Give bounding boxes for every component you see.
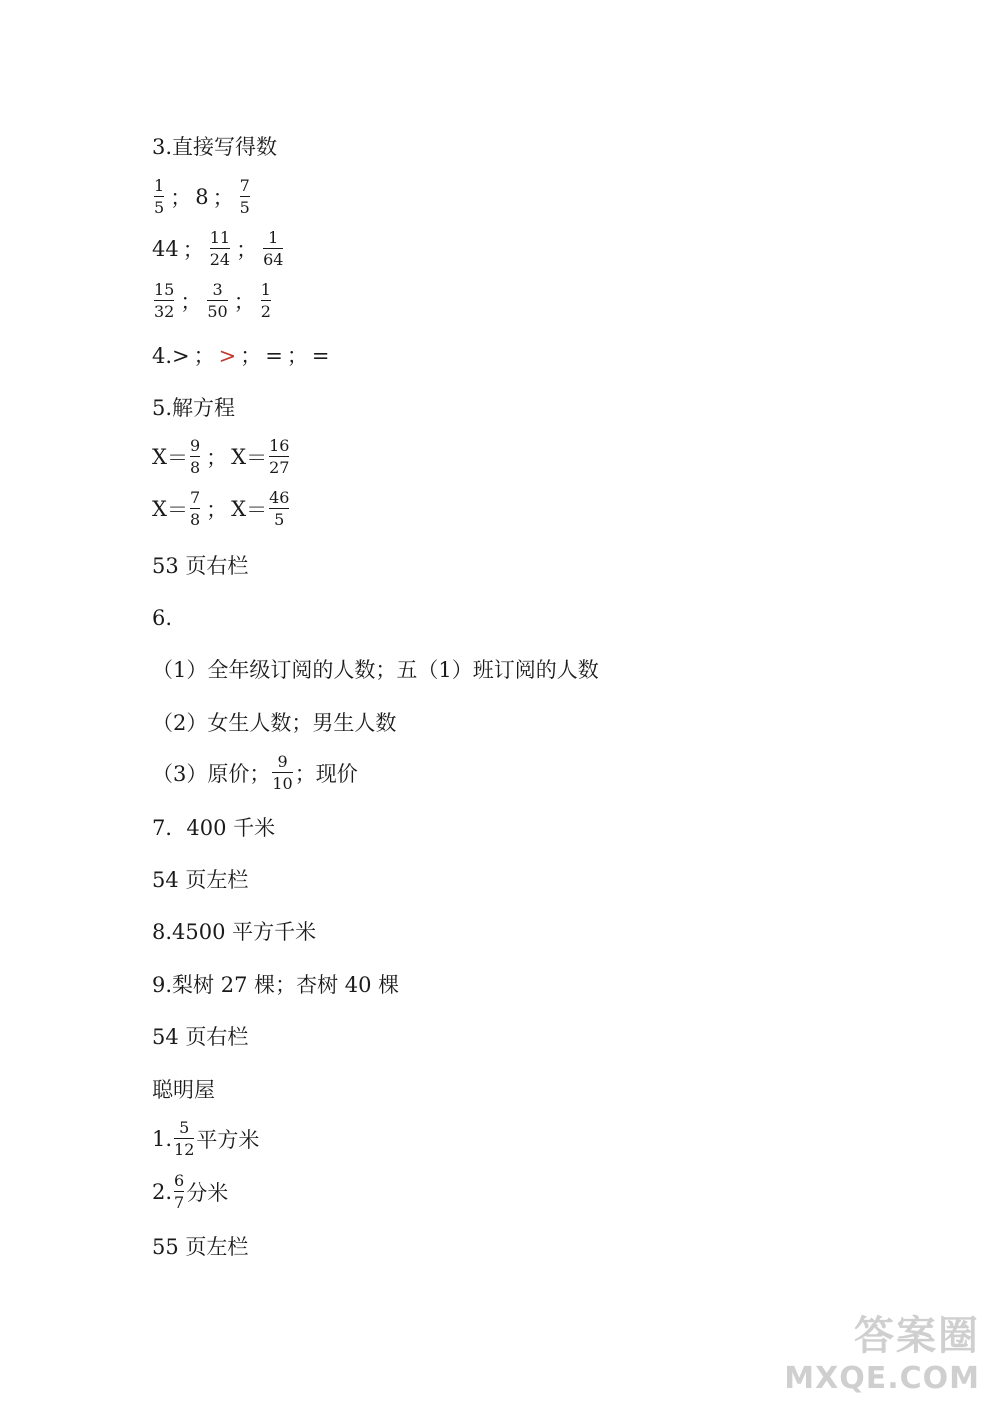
q3-row-2: 44 ； $\frac{11}{24}$ ； $\frac{1}{64}$ [152,228,284,269]
watermark-url: MXQE.COM [784,1361,980,1396]
q5-title: 5.解方程 [152,396,236,420]
fraction: $\frac{9}{10}$ [272,752,293,793]
q5-eq-row-2: X ＝ $\frac{7}{8}$ ； X ＝ $\frac{46}{5}$ [152,488,290,529]
fraction: $\frac{1}{2}$ [260,280,271,321]
section-heading: 53 页右栏 [152,554,249,578]
q6-part-2: （2）女生人数；男生人数 [152,711,397,735]
fraction: $\frac{5}{12}$ [174,1118,195,1159]
q8-answer: 8.4500 平方千米 [152,920,317,944]
fraction: $\frac{3}{50}$ [207,280,228,321]
section-heading: 55 页左栏 [152,1235,249,1259]
q6-part-3: （3）原价； $\frac{9}{10}$ ；现价 [152,752,358,793]
q6-title: 6. [152,606,173,630]
answer-value: 8 [195,185,209,209]
fraction: $\frac{7}{8}$ [189,488,201,529]
q4-answers: 4.> ； > ； = ； = [152,344,330,368]
watermark-logo: 答案圈 [854,1313,980,1359]
fraction: $\frac{1}{5}$ [154,176,165,217]
watermark [784,1304,980,1396]
fraction: $\frac{6}{7}$ [174,1171,185,1212]
fraction: $\frac{9}{8}$ [189,436,201,477]
q5-eq-row-1: X ＝ $\frac{9}{8}$ ； X ＝ $\frac{16}{27}$ [152,436,290,477]
answer-value: 44 [152,237,179,261]
fraction: $\frac{1}{64}$ [263,228,284,269]
fraction: $\frac{16}{27}$ [269,436,290,477]
fraction: $\frac{15}{32}$ [154,280,175,321]
fraction: $\frac{11}{24}$ [209,228,231,269]
q3-row-1: $\frac{1}{5}$ ； 8 ； $\frac{7}{5}$ [154,176,250,217]
q7-answer: 7．400 千米 [152,816,276,840]
q9-answer: 9.梨树 27 棵；杏树 40 棵 [152,973,400,997]
smart-title: 聪明屋 [152,1078,215,1102]
q3-title: 3.直接写得数 [152,135,278,159]
fraction: $\frac{7}{5}$ [239,176,250,217]
section-heading: 54 页右栏 [152,1025,249,1049]
q3-row-3: $\frac{15}{32}$ ； $\frac{3}{50}$ ； $\frac{1}{2}$ [154,280,271,321]
smart-answer-2: 2. $\frac{6}{7}$ 分米 [152,1171,229,1212]
smart-answer-1: 1. $\frac{5}{12}$ 平方米 [152,1118,260,1159]
fraction: $\frac{46}{5}$ [269,488,290,529]
section-heading: 54 页左栏 [152,868,249,892]
q6-part-1: （1）全年级订阅的人数；五（1）班订阅的人数 [152,658,599,682]
